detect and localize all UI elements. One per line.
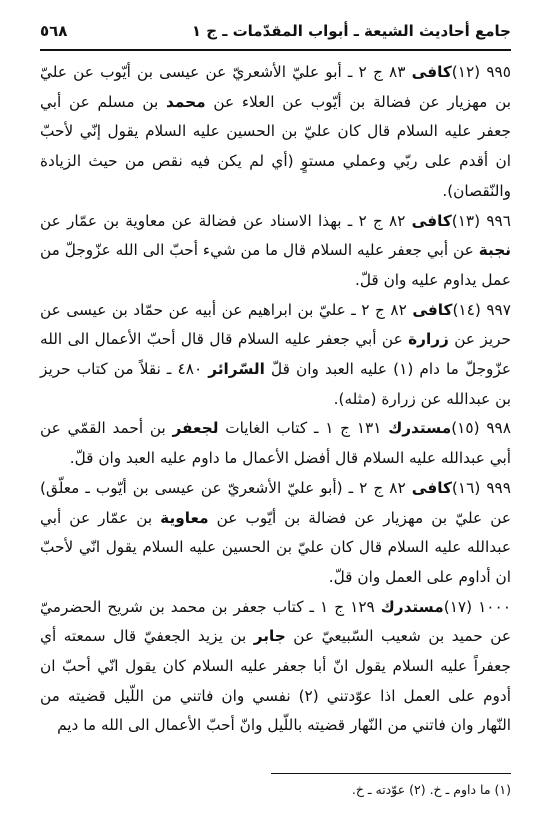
narrator-name: جابر xyxy=(253,627,286,646)
source-name: مستدرك xyxy=(388,419,452,438)
entry-text: بن مسلم عن أبي جعفر عليه السلام قال كان عليّ بن الحسين عليه السلام يقول إنّي لأحبّ ان أقدم على ربّي وعملي مستوٍ (أي لم يكن فيه نقص من حيث الزيادة والنّقصان). xyxy=(40,92,511,200)
entry-text: ٤٨٠ ـ نقلاً من كتاب حريز بن عبدالله عن زرارة (مثله). xyxy=(40,360,511,408)
source-name: مستدرك xyxy=(380,597,444,616)
entry-text: ٨٣ ج ٢ ـ أبو عليّ الأشعريّ عن عيسى بن أيّوب عن عليّ بن مهزيار عن فضالة بن أيّوب عن العلاء عن xyxy=(40,63,511,111)
entry-number: ٩٩٥ (١٢) xyxy=(451,63,511,81)
entry-number: ٩٩٩ (١٦) xyxy=(451,478,511,497)
narrator-name: معاوية xyxy=(160,508,209,527)
source-name: كافى xyxy=(411,63,452,81)
entry-text: ١٣١ ج ١ ـ كتاب الغايات xyxy=(218,419,389,438)
page-body xyxy=(40,58,511,770)
entry-text: بن يزيد الجعفيّ قال سمعته أي جعفراً عليه السلام يقول انّ أبا جعفر عليه السلام كان يقول انّي أحبّ ان أدوم على العمل اذا عوّدتني (٢) نفسي وان فاتني من اللّيل قضيته من النّهار وان فاتني من النّهار قضيته باللّيل وانّ أحبّ الأعمال الى الله ما ديم xyxy=(40,627,511,735)
narrator-name: زرارة xyxy=(408,330,449,349)
entry-number: ٩٩٧ (١٤) xyxy=(452,300,511,319)
running-title: جامع أحاديث الشيعة ـ أبواب المقدّمات ـ ج ١ xyxy=(191,22,511,40)
entry-text: ١٢٩ ج ١ ـ كتاب جعفر بن محمد بن شريح الحضرميّ عن حميد بن شعيب السّبيعيّ عن xyxy=(40,597,511,646)
entry-number: ٩٩٦ (١٣) xyxy=(451,211,511,230)
hadith-entry xyxy=(40,414,511,473)
entry-text: بن عمّار عن أبي عبدالله عليه السلام قال كان عليّ بن الحسين عليه السلام يقول انّي لأحبّ ان أداوم على العمل وان قلّ. xyxy=(40,508,511,586)
entry-text: ٨٢ ج ٢ ـ بهذا الاسناد عن فضالة عن معاوية بن عمّار عن xyxy=(40,211,412,230)
entry-text: ٨٢ ج ٢ ـ عليّ بن ابراهيم عن أبيه عن حمّاد بن عيسى عن حريز عن xyxy=(40,300,512,349)
footnotes: (١) ما داوم ـ خ. (٢) عوّدته ـ خ. xyxy=(351,782,511,797)
narrator-name: لجعفر xyxy=(172,419,219,438)
hadith-entry xyxy=(40,207,511,296)
page-header xyxy=(40,22,511,48)
narrator-name: محمد xyxy=(166,92,206,111)
narrator-name: نجبة xyxy=(478,241,511,260)
entry-text: ٨٢ ج ٢ ـ (أبو عليّ الأشعريّ عن عيسى بن أيّوب ـ معلّق) عن عليّ بن مهزيار عن فضالة بن أيّوب عن xyxy=(40,478,511,527)
entry-number: ٩٩٨ (١٥) xyxy=(451,419,511,438)
hadith-entry xyxy=(40,58,511,207)
source-name: كافى xyxy=(412,300,453,319)
entry-text: بن أحمد القمّي عن أبي عبدالله عليه السلام قال أفضل الأعمال ما داوم عليه العبد وان قلّ. xyxy=(40,419,511,468)
source-name: كافى xyxy=(411,211,452,230)
page-number: ٥٦٨ xyxy=(40,22,68,40)
hadith-entry xyxy=(40,474,511,593)
source-name: كافى xyxy=(411,478,452,497)
footnote-rule xyxy=(271,773,511,774)
hadith-entry xyxy=(40,296,511,415)
hadith-entry xyxy=(40,593,511,742)
source-name: السّرائر xyxy=(208,360,265,379)
entry-text: عن أبي جعفر عليه السلام قال قال أحبّ الأعمال الى الله عزّوجلّ ما دام (١) عليه العبد وان قلّ xyxy=(40,330,511,379)
header-rule xyxy=(40,49,511,51)
entry-number: ١٠٠٠ (١٧) xyxy=(443,597,511,616)
entry-text: عن أبي جعفر عليه السلام قال ما من شيء أحبّ الى الله عزّوجلّ من عمل يداوم عليه وان قلّ. xyxy=(40,241,511,289)
